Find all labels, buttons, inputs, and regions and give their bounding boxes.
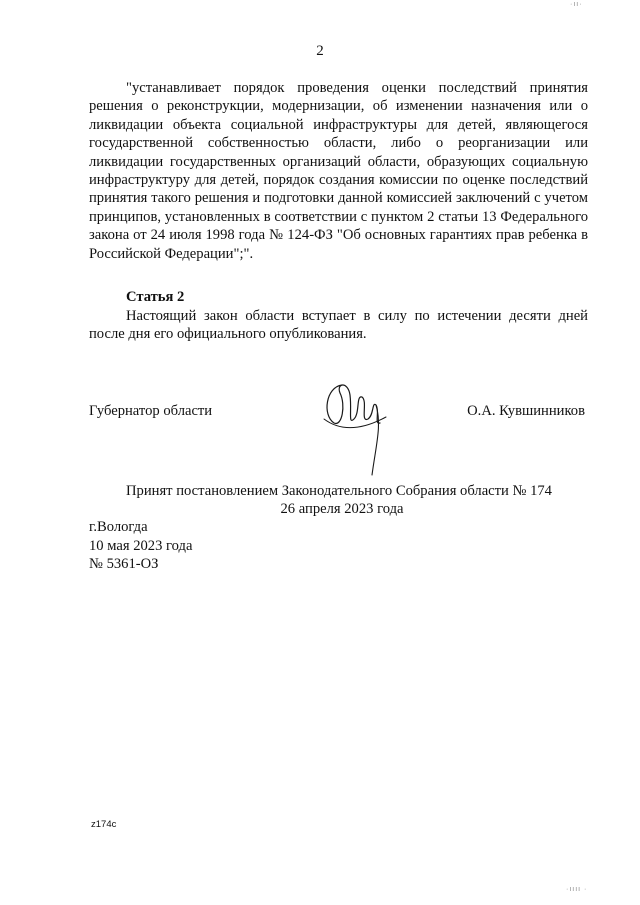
scan-artifact: ·ıııı · [566,886,588,893]
signatory-name: О.А. Кувшинников [467,403,585,419]
adoption-note [0,482,640,519]
place-date-block [89,518,192,574]
article-heading: Статья 2 [126,289,185,305]
adoption-resolution: Принят постановлением Законодательного Собрания области № 174 [126,483,552,499]
law-number: № 5361-ОЗ [89,556,159,573]
page-number: 2 [316,43,324,59]
adoption-date: 26 апреля 2023 года [280,501,404,518]
signatory-role: Губернатор области [89,403,213,419]
quoted-paragraph: "устанавливает порядок проведения оценки последствий принятия решения о реконструкции, модернизации, об изменении назначения или о ликвидации объекта социальной инфраструктуры для детей, являющегося государственной собственностью области, либо о реорганизации или ликвидации государственных организаций области, образующих социальную инфраструктуру для детей, порядок создания комиссии по оценке последствий принятия такого решения и подготовки данной комиссией заключений с учетом принципов, установленных в соответствии с пунктом 2 статьи 13 Федерального закона от 24 июля 1998 года № 124-ФЗ "Об основных гарантиях прав ребенка в Российской Федерации";". [89,80,588,262]
document-code: z174c [91,819,117,830]
city: г.Вологда [89,519,148,535]
article-paragraph: Настоящий закон области вступает в силу по истечении десяти дней после дня его официального опубликования. [89,308,588,343]
handwritten-signature-icon [314,375,394,480]
law-date: 10 мая 2023 года [89,537,193,554]
scan-artifact-top: ·ıı· [570,1,583,8]
